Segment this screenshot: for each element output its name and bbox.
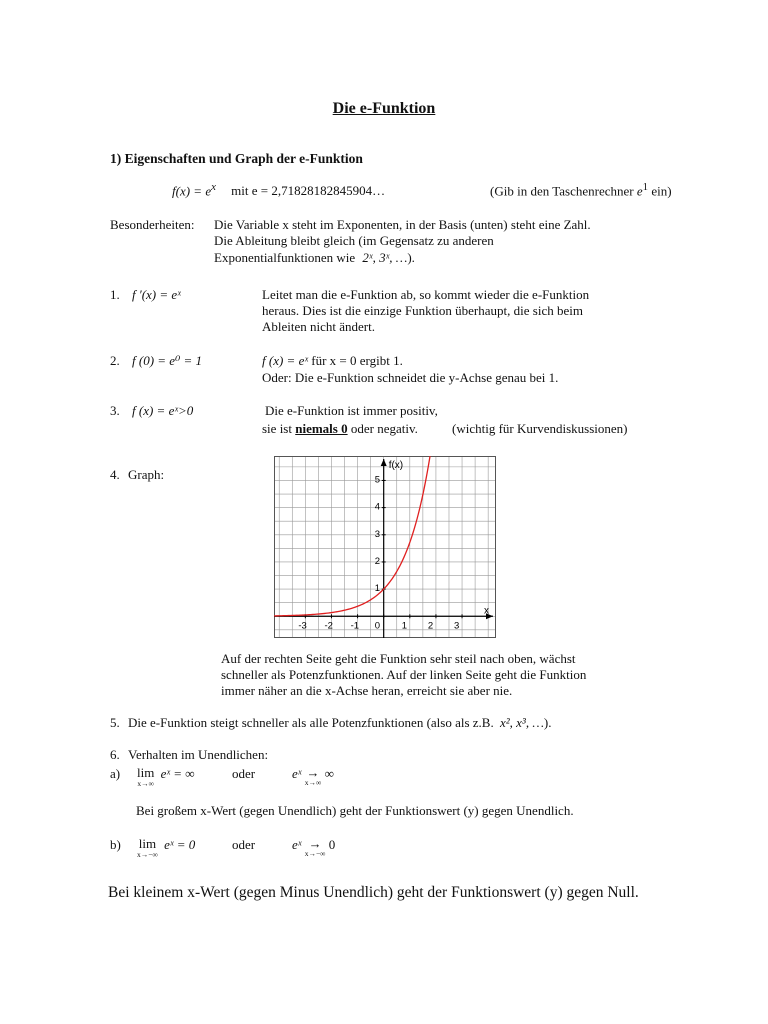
item2-line1 — [262, 353, 403, 369]
item6b-text: Bei kleinem x-Wert (gegen Minus Unendlich) geht der Funktionswert (y) gegen Null. — [108, 884, 639, 901]
formula-exp: x — [211, 181, 216, 193]
x-tick-label: -1 — [350, 620, 360, 632]
item1-math-text: f ′(x) = eˣ — [132, 287, 181, 302]
hint-pre: (Gib in den Taschenrechner — [490, 183, 634, 199]
main-formula — [172, 181, 385, 199]
lim-b-sub: x→−∞ — [137, 850, 158, 859]
item6a-oder: oder — [232, 766, 256, 781]
graph-ticks — [298, 474, 462, 631]
item2-math-text: f (0) = e⁰ = 1 — [132, 353, 203, 368]
item6a-arrow-expr — [292, 766, 334, 787]
item3-line1: Die e-Funktion ist immer positiv, — [265, 403, 438, 418]
item3-niemals: niemals 0 — [295, 421, 348, 436]
x-axis-label: x — [484, 605, 489, 617]
arrow-b-e: eˣ — [292, 837, 302, 852]
line3-pre: Exponentialfunktionen wie — [214, 250, 356, 265]
item4-number: 4. — [110, 467, 120, 482]
item1-text-3: Ableiten nicht ändert. — [262, 319, 375, 334]
y-tick-label: 3 — [374, 528, 380, 540]
item2-number: 2. — [110, 353, 120, 368]
item3-line2-pre: sie ist — [262, 421, 292, 436]
item6b-lim — [137, 837, 195, 859]
item3-number: 3. — [110, 403, 120, 418]
x-tick-label: 2 — [427, 620, 434, 632]
arrow-b: → — [308, 836, 322, 851]
item2-math — [132, 353, 202, 369]
besonderheiten-line2: Die Ableitung bleibt gleich (im Gegensatz zu anderen — [214, 233, 494, 248]
y-axis-arrow — [381, 459, 387, 466]
lim-b-expr: eˣ = 0 — [164, 837, 196, 852]
y-axis-label: f(x) — [388, 460, 404, 471]
item6a-lim — [137, 766, 195, 788]
lim-b-text: lim — [138, 836, 157, 851]
graph-frame — [275, 457, 496, 638]
formula-hint — [490, 181, 672, 199]
besonderheiten-line1: Die Variable x steht im Exponenten, in der Basis (unten) steht eine Zahl. — [214, 217, 591, 232]
arrow-a: → — [306, 765, 320, 780]
arrow-b-sub: x→−∞ — [304, 849, 326, 858]
y-tick-label: 5 — [374, 474, 380, 486]
besonderheiten-label: Besonderheiten: — [110, 217, 195, 232]
formula-lhs: f(x) = e — [172, 183, 212, 199]
item4-label: Graph: — [128, 467, 165, 482]
lim-a-expr: eˣ = ∞ — [160, 766, 195, 781]
x-tick-label: 0 — [374, 620, 380, 632]
item5-text — [128, 715, 551, 731]
item1-text-2: heraus. Dies ist die einzige Funktion überhaupt, die sich beim — [262, 303, 583, 318]
lim-a-text: lim — [137, 765, 155, 780]
item2-line2: Oder: Die e-Funktion schneidet die y-Achse genau bei 1. — [262, 370, 559, 385]
item1-number: 1. — [110, 287, 120, 302]
line3-post: ). — [407, 250, 415, 265]
graph-desc-3: immer näher an die x-Achse heran, erreicht sie aber nie. — [221, 683, 513, 698]
item6b-label: b) — [110, 837, 121, 852]
graph-desc-2: schneller als Potenzfunktionen. Auf der linken Seite geht die Funktion — [221, 667, 587, 682]
section-heading: 1) Eigenschaften und Graph der e-Funktion — [110, 151, 363, 166]
item1-text-1: Leitet man die e-Funktion ab, so kommt wieder die e-Funktion — [262, 287, 590, 302]
x-tick-label: -2 — [324, 620, 333, 632]
item6b-oder: oder — [232, 837, 256, 852]
page-title: Die e-Funktion — [332, 100, 436, 117]
item6a-label: a) — [110, 766, 121, 781]
item5-pre: Die e-Funktion steigt schneller als alle Potenzfunktionen (also als z.B. — [128, 715, 494, 730]
arrow-a-target: ∞ — [324, 766, 334, 781]
item6-number: 6. — [110, 747, 120, 762]
hint-e: e — [636, 183, 643, 199]
exp-curve — [274, 456, 430, 616]
item1-math — [132, 287, 181, 303]
arrow-b-target: 0 — [328, 837, 336, 852]
arrow-a-e: eˣ — [292, 766, 302, 781]
line3-math: 2ˣ, 3ˣ, … — [362, 250, 408, 265]
exp-graph — [274, 456, 496, 638]
item5-post: ). — [543, 715, 552, 730]
item3-line2-post: oder negativ. — [350, 421, 418, 436]
item6-label: Verhalten im Unendlichen: — [128, 747, 269, 762]
besonderheiten-line3 — [214, 250, 415, 266]
y-tick-label: 4 — [374, 501, 380, 513]
item6b-arrow-expr — [292, 837, 335, 858]
item3-line2 — [262, 421, 418, 437]
item3-math — [132, 403, 193, 419]
y-tick-label: 1 — [374, 583, 380, 595]
y-tick-label: 2 — [374, 555, 380, 567]
graph-grid — [274, 456, 496, 638]
item5-number: 5. — [110, 715, 120, 730]
item2-line1-rest: für x = 0 ergibt 1. — [311, 353, 403, 368]
formula-mit: mit e = 2,71828182845904… — [231, 183, 386, 199]
item3-note: (wichtig für Kurvendiskussionen) — [452, 421, 628, 436]
hint-post: ein) — [651, 183, 672, 199]
x-tick-label: 3 — [454, 620, 460, 632]
x-tick-label: -3 — [298, 620, 307, 632]
item3-math-text: f (x) = eˣ>0 — [132, 403, 194, 418]
x-tick-label: 1 — [401, 620, 408, 632]
hint-exp: 1 — [642, 181, 649, 193]
graph-desc-1: Auf der rechten Seite geht die Funktion sehr steil nach oben, wächst — [221, 651, 576, 666]
item2-line1-math: f (x) = eˣ — [262, 353, 309, 368]
item5-math: x², x³, … — [499, 715, 544, 730]
arrow-a-sub: x→∞ — [304, 778, 322, 787]
item6a-text: Bei großem x-Wert (gegen Unendlich) geht der Funktionswert (y) gegen Unendlich. — [136, 803, 574, 818]
lim-a-sub: x→∞ — [137, 779, 154, 788]
